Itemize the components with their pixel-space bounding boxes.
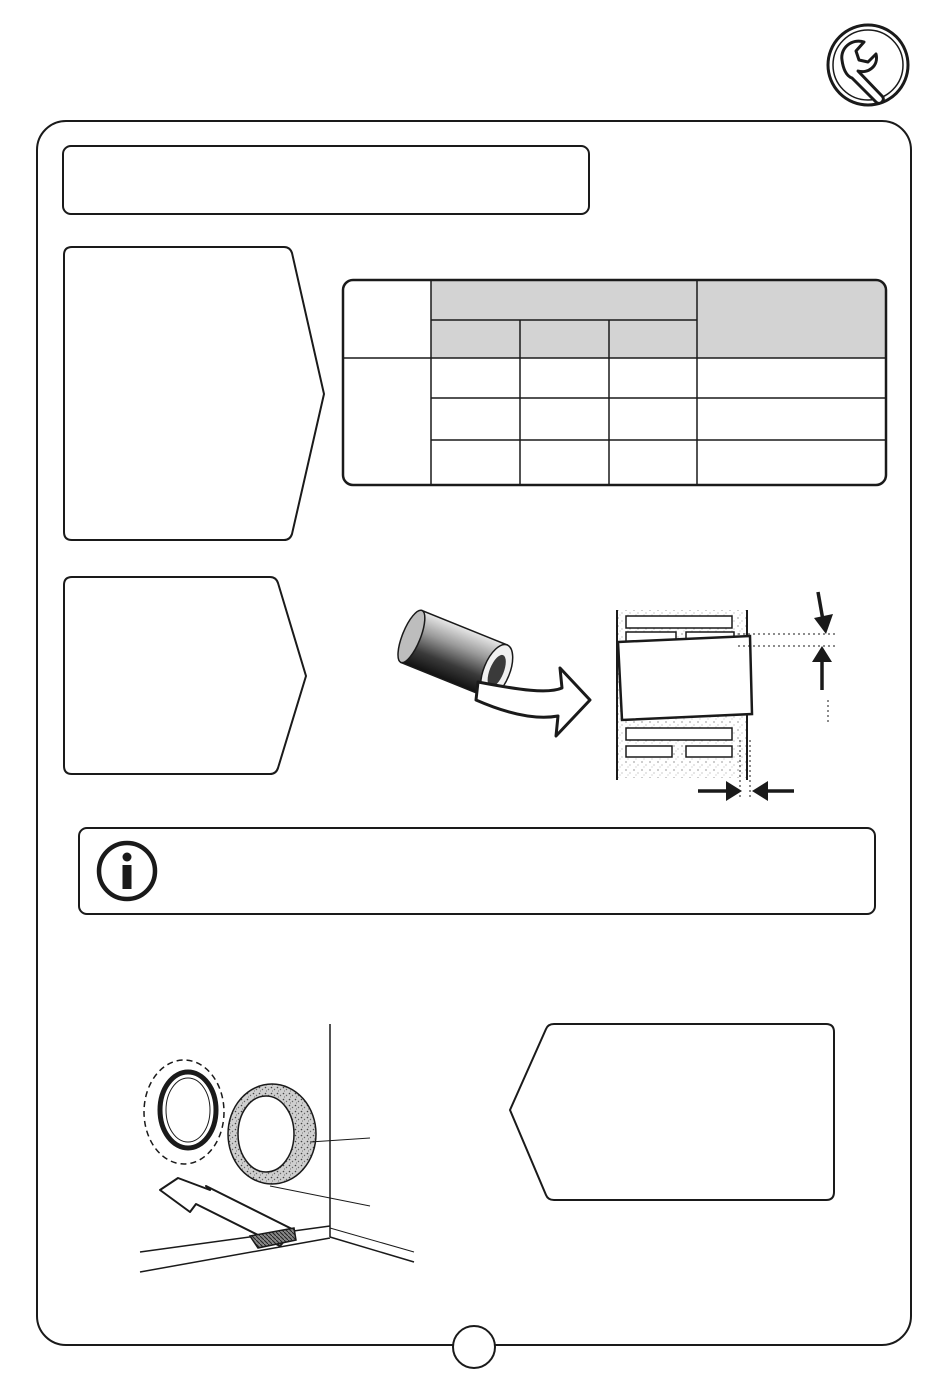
page-number-badge xyxy=(452,1325,496,1369)
